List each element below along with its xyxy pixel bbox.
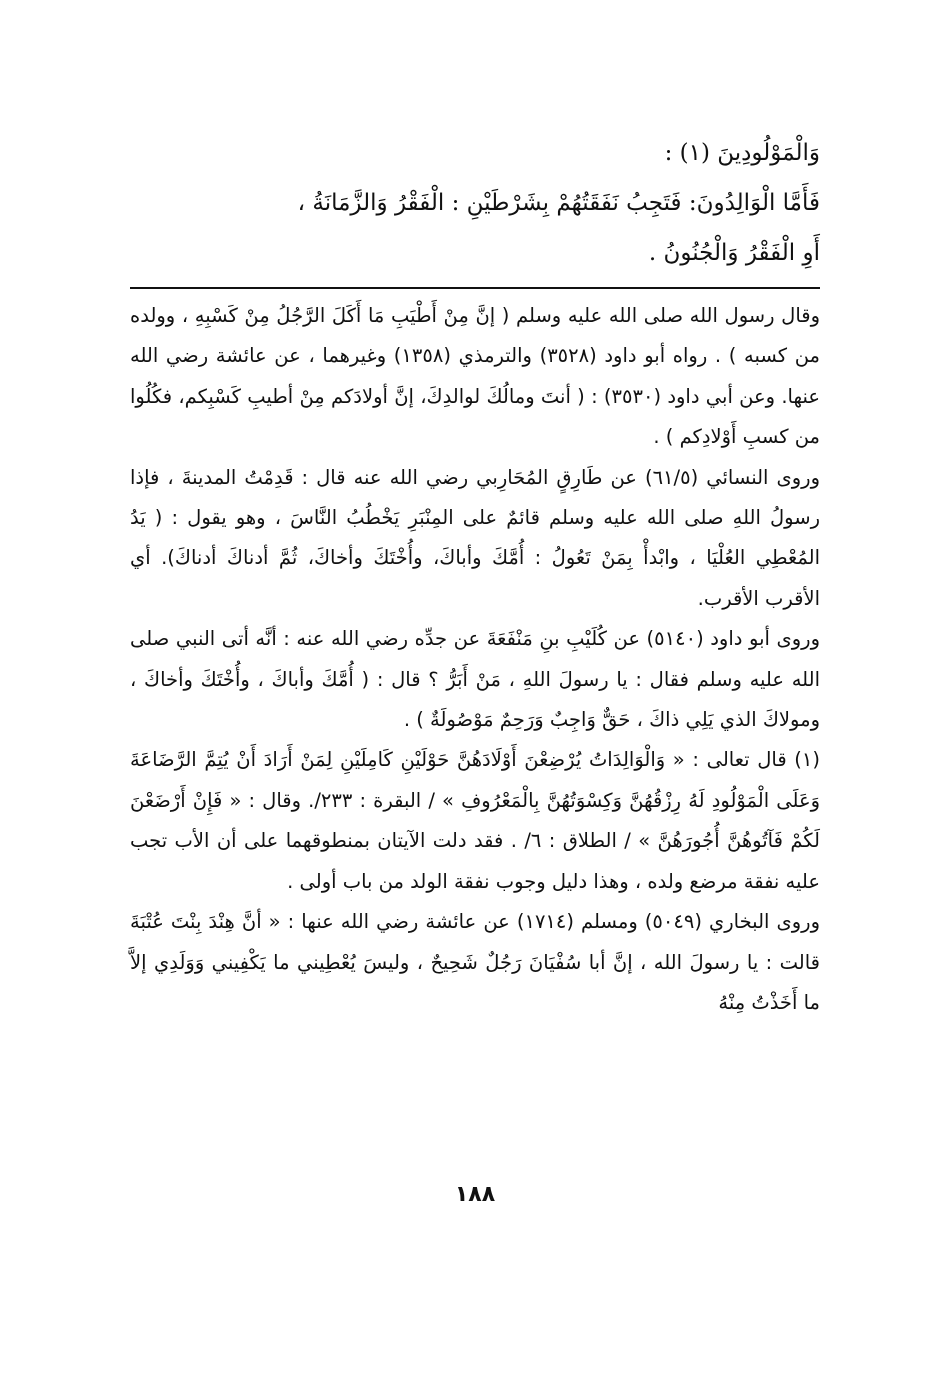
footnote-divider [130, 287, 820, 289]
main-text-line: أَوِ الْفَقْرُ وَالْجُنُونُ . [648, 240, 820, 266]
footnote-paragraph: وقال رسول الله صلى الله عليه وسلم ( إنَّ مِنْ أَطْيَبِ مَا أَكَلَ الرَّجُلُ مِنْ كَسْبِهِ ، وولده من كسبه ) . رواه أبو داود (٣٥٢٨) والترمذي (١٣٥٨) وغيرهما ، عن عائشة رضي الله عنها. وعن أبي داود (٣٥٣٠) : ( أنتَ ومالُكَ لوالدِكَ، إنَّ أولادَكم مِنْ أطيبِ كَسْبِكم، فكُلُوا من كسبِ أَوْلادِكم ) . [130, 304, 820, 449]
main-text-line: فَأَمَّا الْوَالِدُونَ: فَتَجِبُ نَفَقَتُهُمْ بِشَرْطَيْنِ : الْفَقْرُ وَالزَّمَانَةُ ، [297, 190, 820, 216]
footnote-paragraph: وروى أبو داود (٥١٤٠) عن كُلَيْبِ بنِ مَنْفَعَةَ عن جدِّه رضي الله عنه : أنَّه أتى النبي صلى الله عليه وسلم فقال : يا رسولَ اللهِ ، مَنْ أَبَرُّ ؟ قال : ( أُمَّكَ وأباكَ ، وأُخْتَكَ وأخاكَ ، ومولاكَ الذي يَلِي ذاكَ ، حَقٌّ وَاجِبٌ وَرَحِمٌ مَوْصُولَةٌ ) . [130, 627, 820, 732]
footnote-paragraph: (١) قال تعالى : « وَالْوَالِدَاتُ يُرْضِعْنَ أَوْلَادَهُنَّ حَوْلَيْنِ كَامِلَيْنِ لِمَنْ أَرَادَ أَنْ يُتِمَّ الرَّضَاعَةَ وَعَلَى الْمَوْلُودِ لَهُ رِزْقُهُنَّ وَكِسْوَتُهُنَّ بِالْمَعْرُوفِ » / البقرة : ٢٣٣/. وقال : « فَإِنْ أَرْضَعْنَ لَكُمْ فَآتُوهُنَّ أُجُورَهُنَّ » / الطلاق : ٦/ . فقد دلت الآيتان بمنطوقهما على أن الأب تجب عليه نفقة مرضع ولده ، وهذا دليل وجوب نفقة الولد من باب أولى . [130, 748, 821, 893]
footnote-paragraph: وروى النسائي (٦١/٥) عن طَارِقٍ المُحَارِبي رضي الله عنه قال : قَدِمْتُ المدينةَ ، فإذا رسولُ اللهِ صلى الله عليه وسلم قائمٌ على المِنْبَرِ يَخْطُبُ النَّاسَ ، وهو يقول : ( يَدُ المُعْطِي العُلْيَا ، وابْدأْ بِمَنْ تَعُولُ : أُمَّكَ وأباكَ، وأُخْتَكَ وأخاكَ، ثُمَّ أدناكَ أدناكَ). أي الأقرب الأقرب. [130, 465, 820, 610]
main-text [130, 128, 820, 278]
document-page [130, 0, 820, 1382]
footnotes-section [130, 296, 820, 1023]
page-number: ١٨٨ [454, 1182, 496, 1207]
main-text-line: وَالْمَوْلُودِينَ (١) : [664, 140, 820, 166]
footnote-paragraph: وروى البخاري (٥٠٤٩) ومسلم (١٧١٤) عن عائشة رضي الله عنها : « أنَّ هِنْدَ بِنْتَ عُتْبَةَ قالت : يا رسولَ الله ، إنَّ أبا سُفْيَانَ رَجُلٌ شَحِيحٌ ، وليسَ يُعْطِيني ما يَكْفِيني وَوَلَدِي إلاَّ ما أَخَذْتُ مِنْهُ [130, 910, 820, 1014]
